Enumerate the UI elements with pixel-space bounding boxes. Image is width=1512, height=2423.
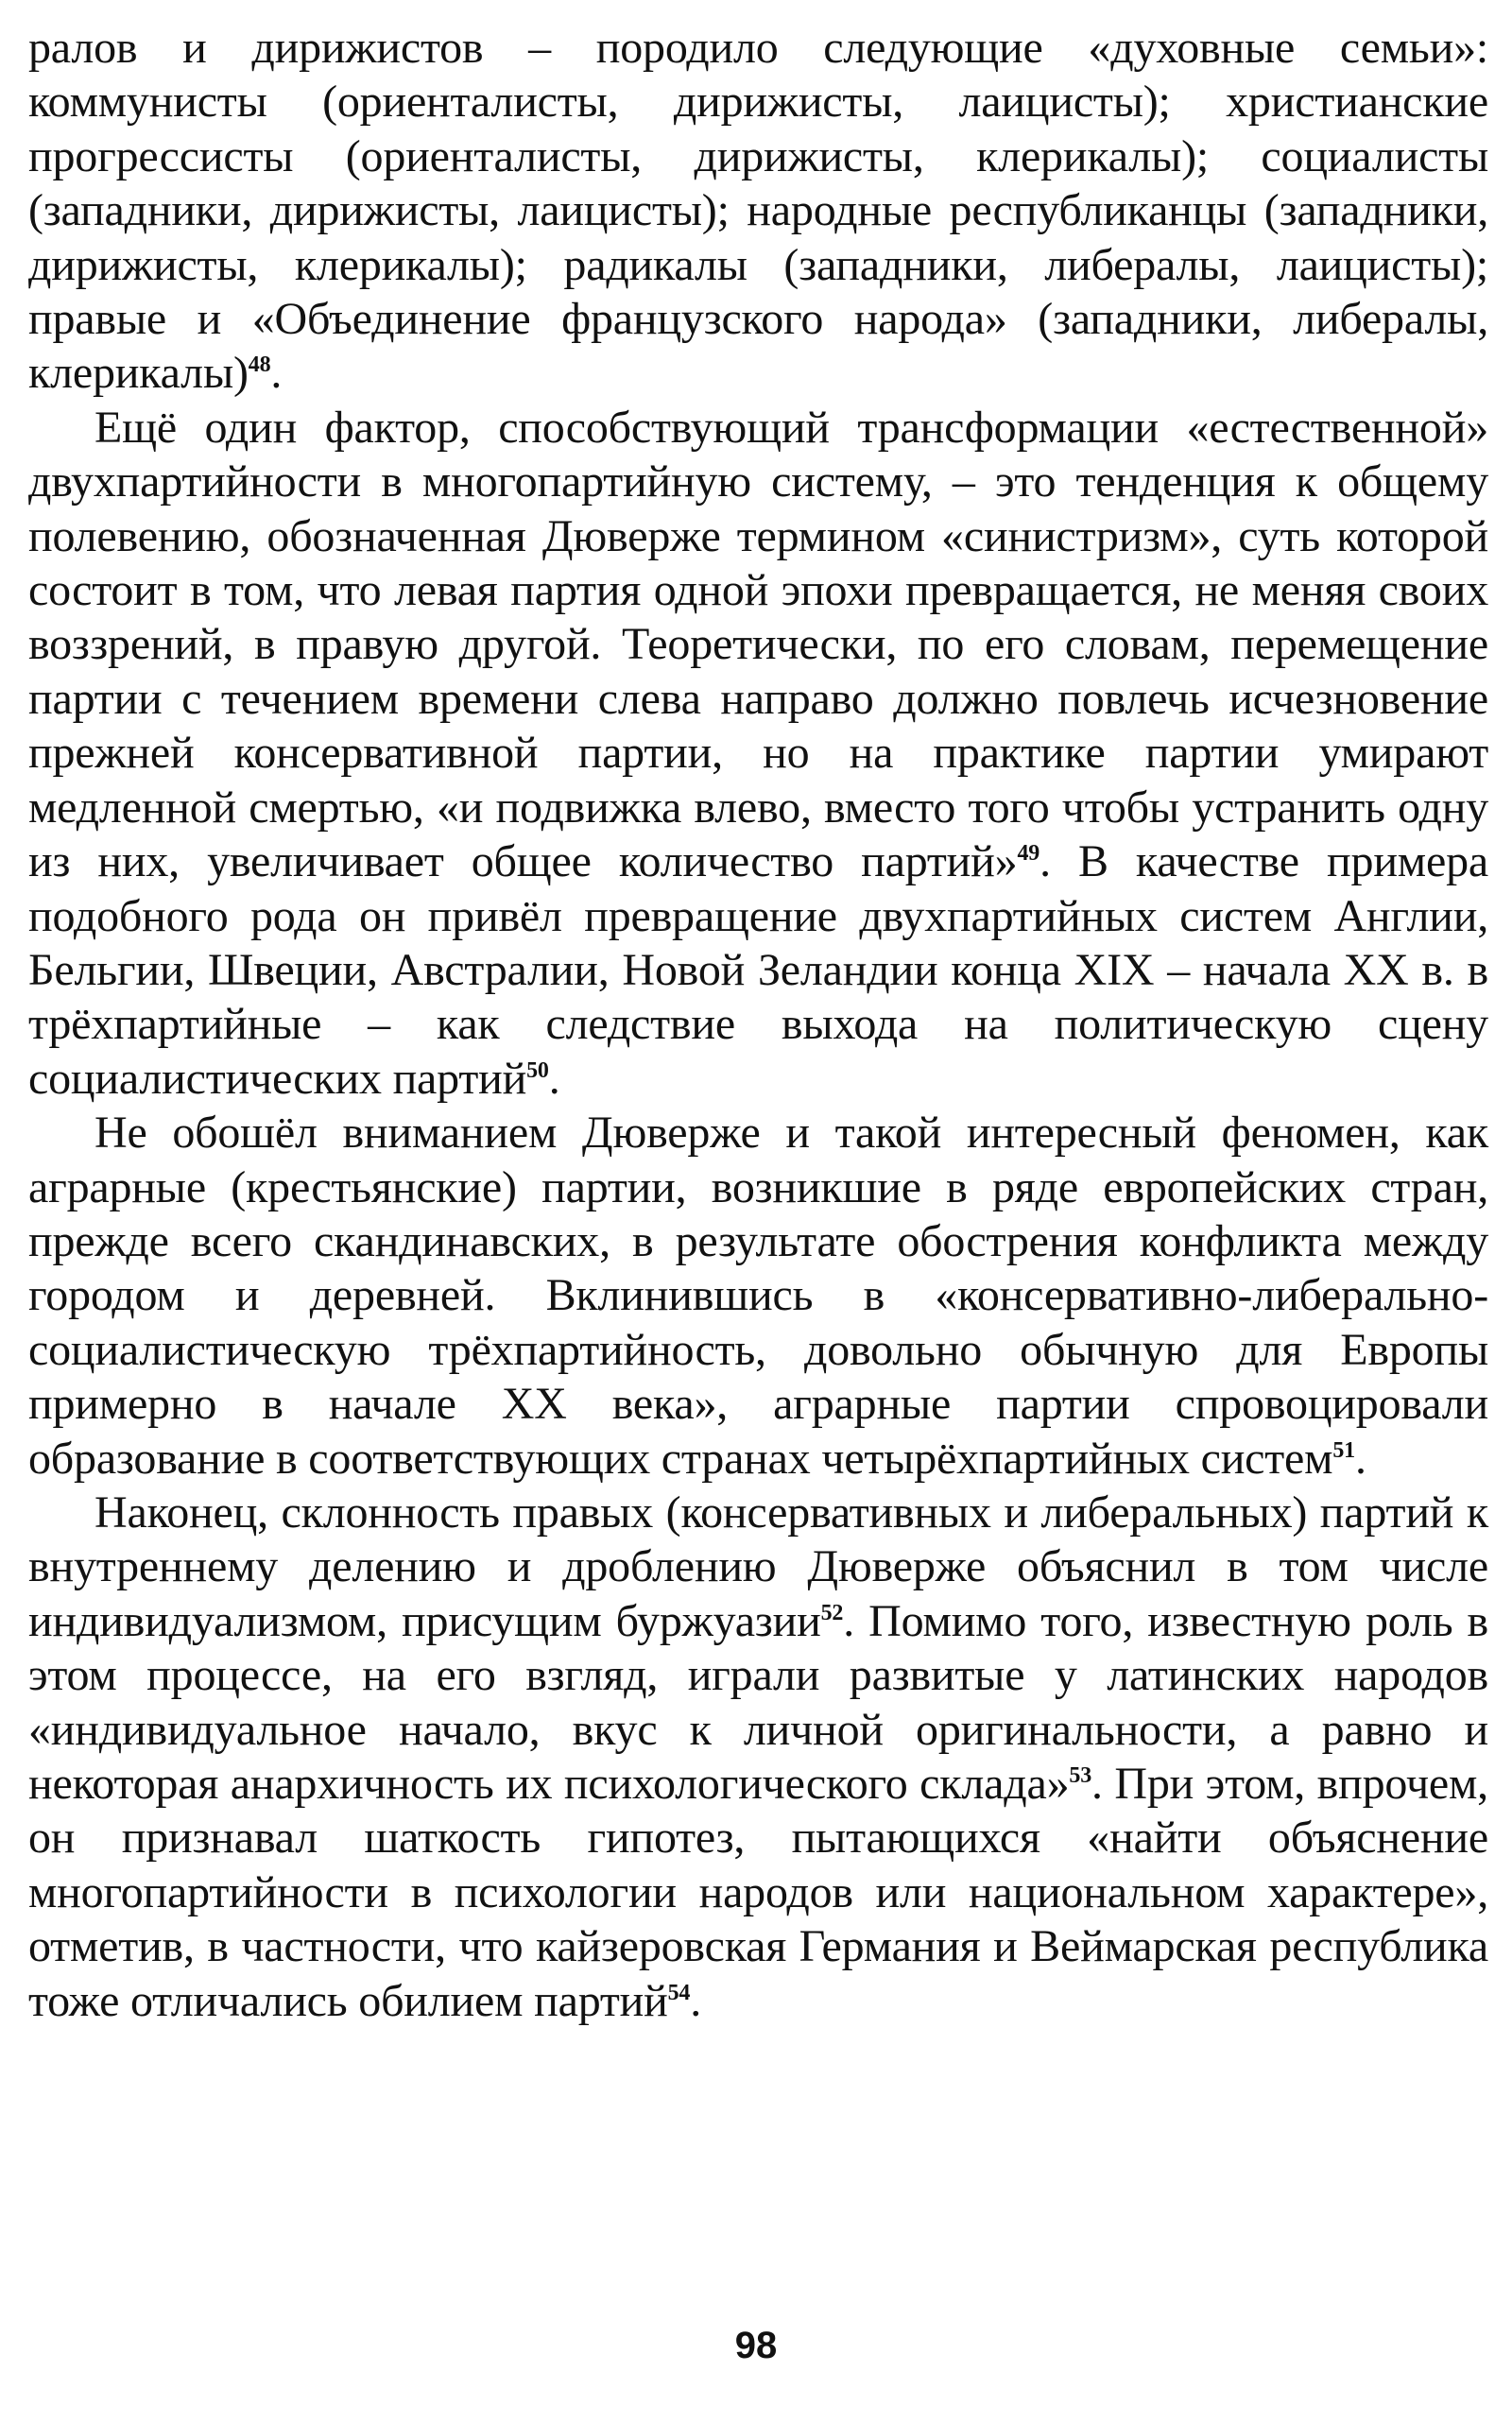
paragraph-text: Ещё один фактор, способствующий трансформации «естественной» двухпартийности в многопартийную систему, – это тенденция к общему полевению, обозначенная Дюверже термином «синистризм», суть которой состоит в том, что левая партия одной эпохи превращается, не меняя своих воззрений, в правую другой. Теоретически, по его словам, перемещение партии с течением времени слева направо должно повлечь исчезновение прежней консервативной партии, но на практике партии умирают медленной смертью, «и подвижка влево, вместо того чтобы устранить одну из них, увеличивает общее количество партий» <box>28 402 1488 887</box>
paragraph-text: ралов и дирижистов – породило следующие «духовные семьи»: коммунисты (ориенталисты, дирижисты, лаицисты); христианские прогрессисты (ориенталисты, дирижисты, клерикалы); социалисты (западники, дирижисты, лаицисты); народные республиканцы (западники, дирижисты, клерикалы); радикалы (западники, либералы, лаицисты); правые и «Объединение французского народа» (западники, либералы, клерикалы) <box>28 23 1488 399</box>
body-text <box>28 21 1488 2028</box>
paragraph-text: . Помимо того, известную роль в этом процессе, на его взгляд, играли развитые у латинских народов «индивидуальное начало, вкус к личной оригинальности, а равно и некоторая анархичность их психологического склада» <box>28 1595 1488 1809</box>
page-number: 98 <box>734 2325 778 2366</box>
paragraph-text: . В качестве примера подобного рода он привёл превращение двухпартийных систем Англии, Бельгии, Швеции, Австралии, Новой Зеландии конца XIX – начала XX в. в трёхпартийные – как следствие выхода на политическую сцену социалистических партий <box>28 836 1488 1104</box>
footnote-marker: 48 <box>248 352 271 378</box>
paragraph-2 <box>28 401 1488 1106</box>
footnote-marker: 52 <box>820 1600 844 1625</box>
paragraph-text: . <box>548 1053 560 1104</box>
paragraph-text: . <box>270 348 283 399</box>
paragraph-3 <box>28 1106 1488 1486</box>
footnote-marker: 51 <box>1332 1437 1355 1463</box>
paragraph-text: Не обошёл вниманием Дюверже и такой интересный феномен, как аграрные (крестьянские) партии, возникшие в ряде европейских стран, прежде всего скандинавских, в результате обострения конфликта между городом и деревней. Вклинившись в «консервативно-либерально-социалистическую трёхпартийность, довольно обычную для Европы примерно в начале XX века», аграрные партии спровоцировали образование в соответствующих странах четырёхпартийных систем <box>28 1108 1488 1484</box>
footnote-marker: 53 <box>1069 1763 1091 1788</box>
paragraph-text: Наконец, склонность правых (консервативных и либеральных) партий к внутреннему делению и дроблению Дюверже объяснил в том числе индивидуализмом, присущим буржуазии <box>28 1486 1488 1646</box>
paragraph-4 <box>28 1486 1488 2028</box>
footnote-marker: 54 <box>667 1980 691 2005</box>
footnote-marker: 49 <box>1017 841 1040 867</box>
paragraph-1 <box>28 21 1488 401</box>
paragraph-text: . <box>690 1975 702 2026</box>
paragraph-text: . При этом, впрочем, он признавал шаткость гипотез, пытающихся «найти объяснение многопартийности в психологии народов или национальном характере», отметив, в частности, что кайзеровская Германия и Веймарская республика тоже отличались обилием партий <box>28 1759 1488 2026</box>
footnote-marker: 50 <box>526 1057 549 1083</box>
paragraph-text: . <box>1354 1433 1366 1484</box>
